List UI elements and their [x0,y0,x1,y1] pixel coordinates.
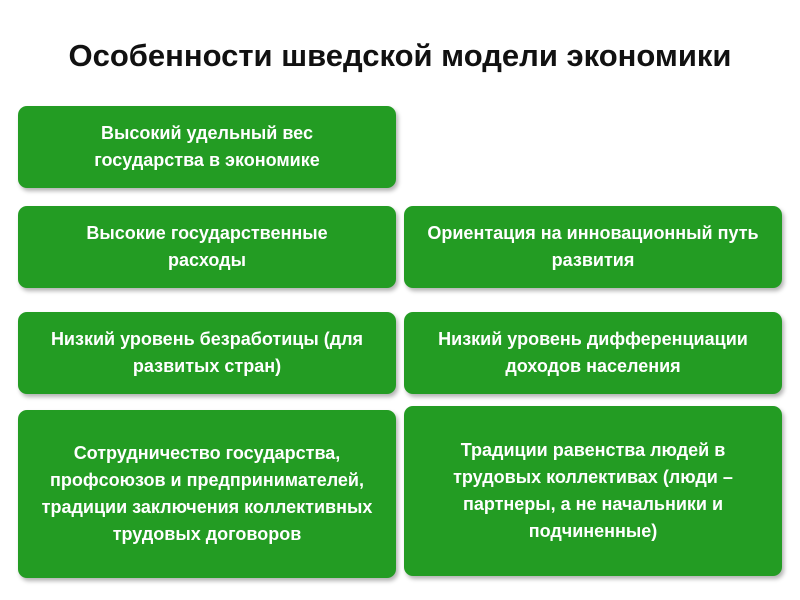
feature-box-government-spending [18,206,396,288]
feature-box-income-differentiation [404,312,782,394]
feature-box-cooperation [18,410,396,578]
feature-box-innovation [404,206,782,288]
feature-box-text: Сотрудничество государства, профсоюзов и предпринимателей, традиции заключения коллективных трудовых договоров [41,443,373,544]
feature-box-text: Ориентация на инновационный путь развития [427,223,759,270]
feature-box-text: Низкий уровень безработицы (для развитых стран) [50,329,364,376]
feature-box-text: Высокий удельный вес государства в экономике [94,123,320,170]
feature-box-government-share [18,106,396,188]
feature-box-text: Традиции равенства людей в трудовых коллективах (люди – партнеры, а не начальники и подчиненные) [453,440,733,541]
feature-box-text: Низкий уровень дифференциации доходов населения [438,329,748,376]
feature-box-text: Высокие государственные расходы [86,223,328,270]
page-title: Особенности шведской модели экономики [68,38,732,73]
feature-box-low-unemployment [18,312,396,394]
feature-box-equality-traditions [404,406,782,576]
